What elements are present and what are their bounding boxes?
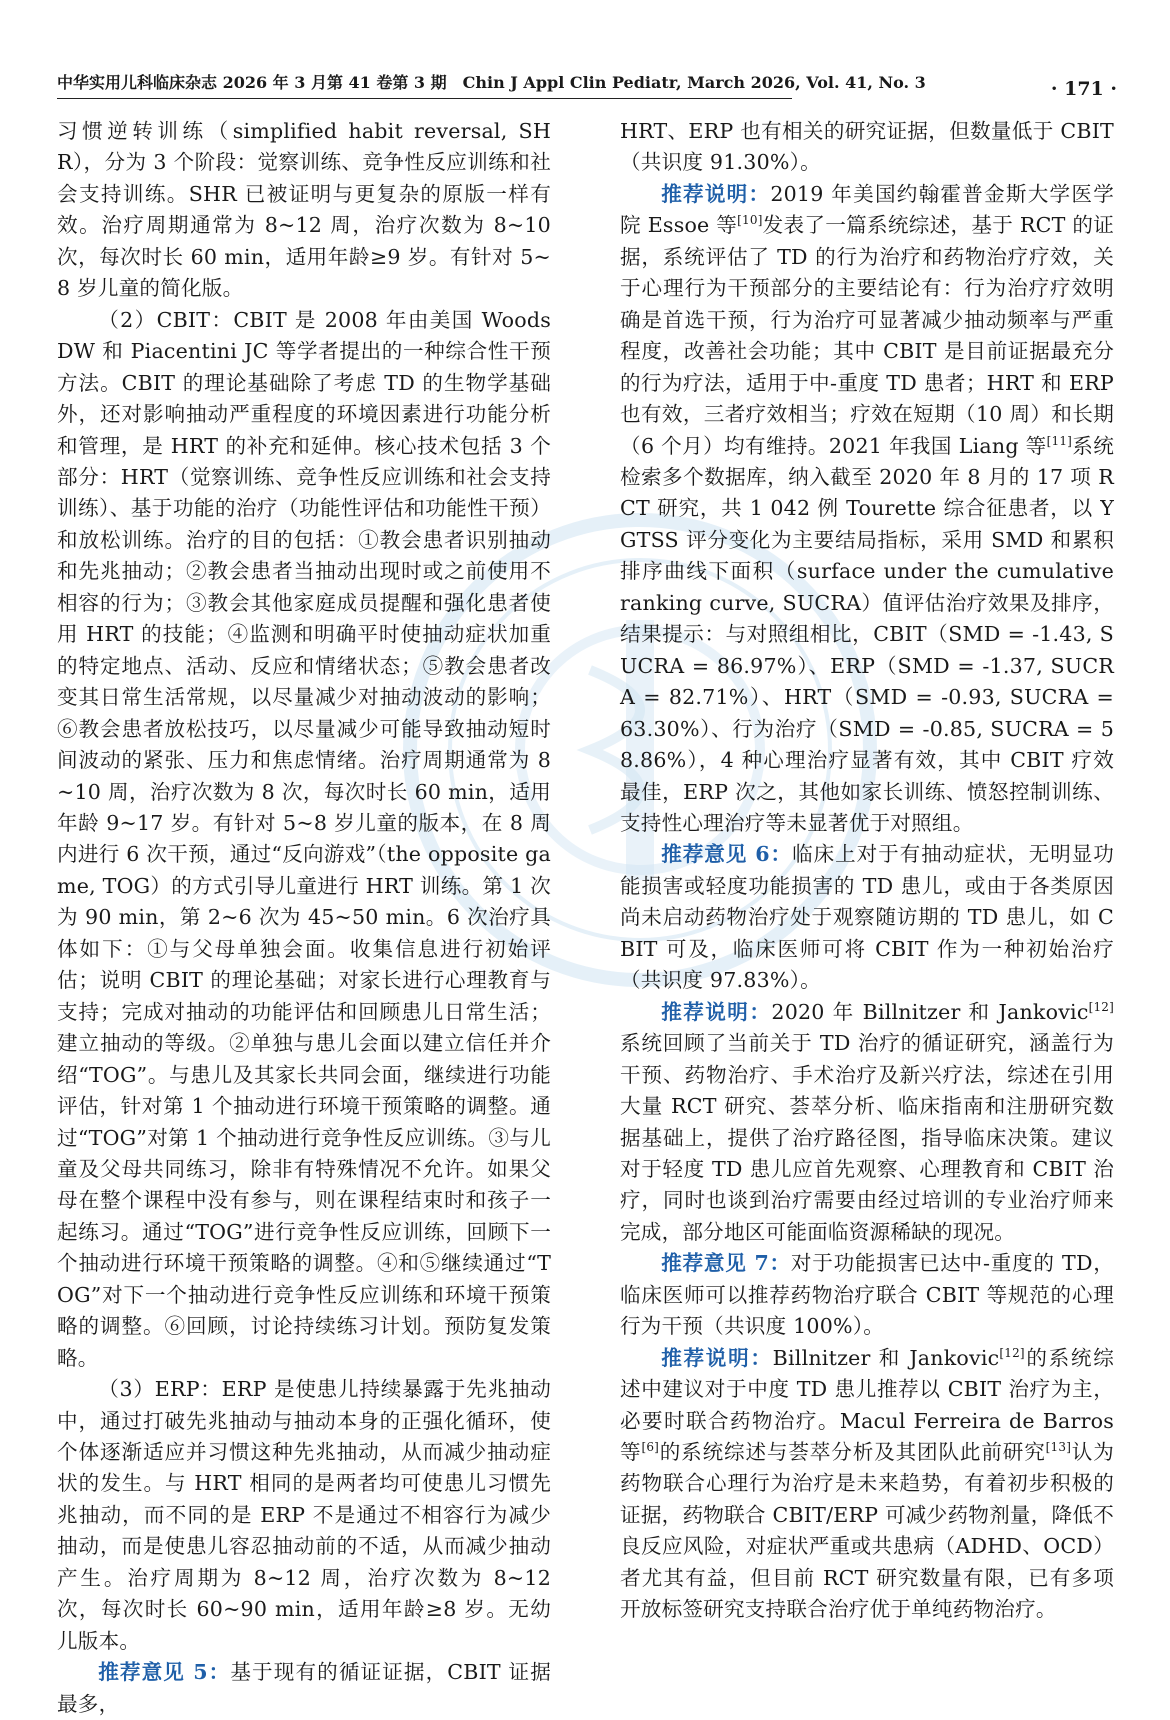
explanation-2: [620, 997, 1114, 1249]
recommendation-5-label: 推荐意见 5：: [98, 1660, 231, 1685]
recommendation-5-text: 基于现有的循证证据，CBIT 证据最多，: [57, 1660, 551, 1716]
explanation-3-text-b: 的系统综述中建议对于中度 TD 患儿推荐以 CBIT 治疗为主，必要时联合药物治疗。Macul Ferreira de Barros 等: [620, 1345, 1114, 1465]
explanation-1-text-c: 系统检索多个数据库，纳入截至 2020 年 8 月的 17 项 RCT 研究，共 1 042 例 Tourette 综合征患者，以 YGTSS 评分变化为主要结局指标，采用 SMD 和累积排序曲线下面积（surface under the cumulative ranking curve, SUCRA）值评估治疗效果及排序，结果提示：与对照组相比，CBIT（SMD = -1.43, SUCRA = 86.97%）、ERP（SMD = -1.37, SUCRA = 82.71%）、HRT（SMD = -0.93, SUCRA = 63.30%）、行为治疗（SMD = -0.85, SUCRA = 58.86%），4 种心理治疗显著有效，其中 CBIT 疗效最佳，ERP 次之，其他如家长训练、愤怒控制训练、支持性心理治疗等未显著优于对照组。: [620, 433, 1114, 835]
citation-12b: [12]: [999, 1345, 1025, 1360]
paragraph-erp: （3）ERP：ERP 是使患儿持续暴露于先兆抽动中，通过打破先兆抽动与抽动本身的正强化循环，使个体逐渐适应并习惯这种先兆抽动，从而减少抽动症状的发生。与 HRT 相同的是两者均可使患儿习惯先兆抽动，而不同的是 ERP 不是通过不相容行为减少抽动，而是使患儿容忍抽动前的不适，从而减少抽动产生。治疗周期为 8~12 周，治疗次数为 8~12 次，每次时长 60~90 min，适用年龄≥8 岁。无幼儿版本。: [57, 1377, 551, 1653]
explanation-3-label: 推荐说明：: [661, 1345, 773, 1370]
recommendation-6: [620, 839, 1114, 996]
explanation-3-text-c: 的系统综述与荟萃分析及其团队此前研究: [659, 1440, 1046, 1465]
explanation-3-text-a: Billnitzer 和 Jankovic: [772, 1345, 1000, 1370]
citation-10: [10]: [737, 213, 763, 228]
citation-13: [13]: [1045, 1440, 1072, 1455]
journal-citation-line: 中华实用儿科临床杂志 2026 年 3 月第 41 卷第 3 期 Chin J Appl Clin Pediatr, March 2026, Vol. 41, No. 3: [57, 73, 926, 92]
recommendation-7: [620, 1248, 1114, 1342]
right-column: [620, 116, 1114, 1696]
explanation-2-text-b: 系统回顾了当前关于 TD 治疗的循证研究，涵盖行为干预、药物治疗、手术治疗及新兴疗法，综述在引用大量 RCT 研究、荟萃分析、临床指南和注册研究数据基础上，提供了治疗路径图，指导临床决策。建议对于轻度 TD 患儿应首先观察、心理教育和 CBIT 治疗，同时也谈到治疗需要由经过培训的专业治疗师来完成，部分地区可能面临资源稀缺的现况。: [620, 1031, 1114, 1244]
explanation-3-text-d: 认为药物联合心理行为治疗是未来趋势，有着初步积极的证据，药物联合 CBIT/ERP 可减少药物剂量，降低不良反应风险，对症状严重或共患病（ADHD、OCD）者尤其有益，但目前 RCT 研究数量有限，已有多项开放标签研究支持联合治疗优于单纯药物治疗。: [620, 1440, 1114, 1622]
explanation-1: [620, 179, 1114, 840]
explanation-3: [620, 1343, 1114, 1626]
recommendation-7-text: 对于功能损害已达中-重度的 TD，临床医师可以推荐药物治疗联合 CBIT 等规范的心理行为干预（共识度 100%）。: [620, 1251, 1114, 1339]
recommendation-5-continued: HRT、ERP 也有相关的研究证据，但数量低于 CBIT（共识度 91.30%）。: [620, 119, 1114, 175]
header-rule: [57, 98, 792, 99]
left-column: [57, 116, 551, 1716]
explanation-2-text-a: 2020 年 Billnitzer 和 Jankovic: [771, 999, 1089, 1024]
page-number: · 171 ·: [1050, 78, 1117, 100]
recommendation-5: [57, 1657, 551, 1720]
recommendation-6-text: 临床上对于有抽动症状，无明显功能损害或轻度功能损害的 TD 患儿，或由于各类原因尚未启动药物治疗处于观察随访期的 TD 患儿，如 CBIT 可及，临床医师可将 CBIT 作为一种初始治疗（共识度 97.83%）。: [620, 842, 1115, 993]
paragraph-shr: 习惯逆转训练（simplified habit reversal, SHR），分为 3 个阶段：觉察训练、竞争性反应训练和社会支持训练。SHR 已被证明与更复杂的原版一样有效。治疗周期通常为 8~12 周，治疗次数为 8~10 次，每次时长 60 min，适用年龄≥9 岁。有针对 5~8 岁儿童的简化版。: [57, 119, 551, 301]
explanation-1-label: 推荐说明：: [661, 181, 771, 206]
recommendation-6-label: 推荐意见 6：: [661, 842, 793, 867]
running-header: [57, 72, 1117, 106]
paragraph-cbit: （2）CBIT：CBIT 是 2008 年由美国 Woods DW 和 Piacentini JC 等学者提出的一种综合性干预方法。CBIT 的理论基础除了考虑 TD 的生物学基础外，还对影响抽动严重程度的环境因素进行功能分析和管理，是 HRT 的补充和延伸。核心技术包括 3 个部分：HRT（觉察训练、竞争性反应训练和社会支持训练）、基于功能的治疗（功能性评估和功能性干预）和放松训练。治疗的目的包括：①教会患者识别抽动和先兆抽动；②教会患者当抽动出现时或之前使用不相容的行为；③教会其他家庭成员提醒和强化患者使用 HRT 的技能；④监测和明确平时使抽动症状加重的特定地点、活动、反应和情绪状态；⑤教会患者改变其日常生活常规，以尽量减少对抽动波动的影响；⑥教会患者放松技巧，以尽量减少可能导致抽动短时间波动的紧张、压力和焦虑情绪。治疗周期通常为 8~10 周，治疗次数为 8 次，每次时长 60 min，适用年龄 9~17 岁。有针对 5~8 岁儿童的版本，在 8 周内进行 6 次干预，通过“反向游戏”（the opposite game, TOG）的方式引导儿童进行 HRT 训练。第 1 次为 90 min，第 2~6 次为 45~50 min。6 次治疗具体如下：①与父母单独会面。收集信息进行初始评估；说明 CBIT 的理论基础；对家长进行心理教育与支持；完成对抽动的功能评估和回顾患儿日常生活；建立抽动的等级。②单独与患儿会面以建立信任并介绍“TOG”。与患儿及其家长共同会面，继续进行功能评估，针对第 1 个抽动进行环境干预策略的调整。通过“TOG”对第 1 个抽动进行竞争性反应训练。③与儿童及父母共同练习，除非有特殊情况不允许。如果父母在整个课程中没有参与，则在课程结束时和孩子一起练习。通过“TOG”进行竞争性反应训练，回顾下一个抽动进行环境干预策略的调整。④和⑤继续通过“TOG”对下一个抽动进行竞争性反应训练和环境干预策略的调整。⑥回顾，讨论持续练习计划。预防复发策略。: [57, 307, 551, 1370]
citation-12: [12]: [1088, 999, 1115, 1014]
explanation-1-text-b: 发表了一篇系统综述，基于 RCT 的证据，系统评估了 TD 的行为治疗和药物治疗疗效，关于心理行为干预部分的主要结论有：行为治疗疗效明确是首选干预，行为治疗可显著减少抽动频率与严重程度，改善社会功能；其中 CBIT 是目前证据最充分的行为疗法，适用于中-重度 TD 患者；HRT 和 ERP 也有效，三者疗效相当；疗效在短期（10 周）和长期（6 个月）均有维持。2021 年我国 Liang 等: [620, 213, 1114, 458]
citation-6: [6]: [641, 1440, 660, 1455]
explanation-2-label: 推荐说明：: [661, 999, 772, 1024]
explanation-1-text-a: 2019 年美国约翰霍普金斯大学医学院 Essoe 等: [620, 181, 1114, 238]
citation-11: [11]: [1046, 433, 1073, 448]
recommendation-7-label: 推荐意见 7：: [661, 1251, 791, 1276]
